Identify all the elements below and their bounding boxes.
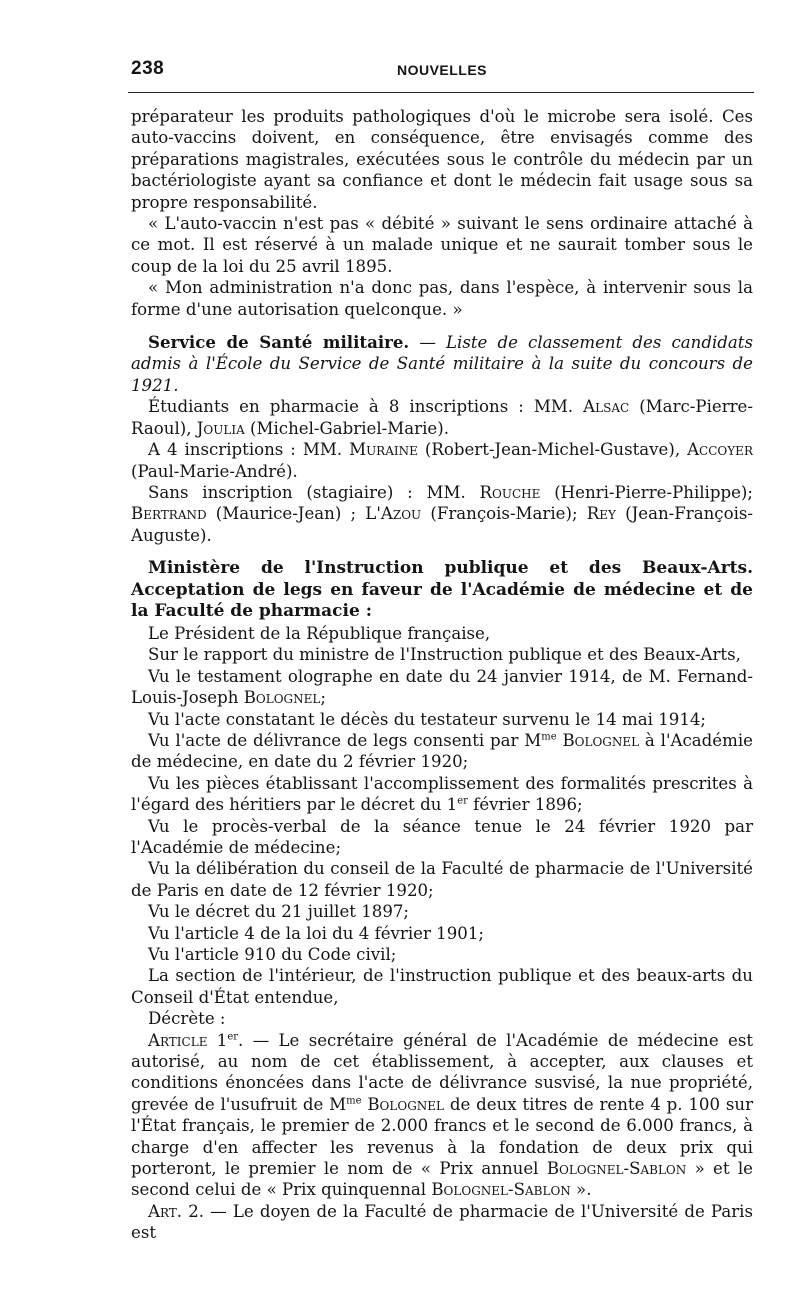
surname-muraine: Muraine xyxy=(349,440,418,460)
paragraph-auto-vaccin: « L'auto-vaccin n'est pas « débité » suivant le sens ordinaire attaché à ce mot. Il est réservé à un malade unique et ne saurait tomber sous le coup de la loi du 25 avril 1895. xyxy=(131,214,753,276)
er-superscript: er xyxy=(457,795,468,807)
article-1-text-c: » et le second celui de « Prix quinquennal xyxy=(131,1159,754,1200)
pieces-end: février 1896; xyxy=(467,795,583,815)
line-rapport: Sur le rapport du ministre de l'Instruction publique et des Beaux-Arts, xyxy=(148,645,741,665)
surname-lazou: L'Azou xyxy=(365,504,422,524)
line-decrete: Décrète : xyxy=(148,1009,226,1029)
line-pieces xyxy=(131,773,753,816)
surname-joulia: Joulia xyxy=(196,418,245,438)
sans-intro: Sans inscription (stagiaire) : MM. xyxy=(148,482,480,502)
line-acte-deces: Vu l'acte constatant le décès du testateur survenu le 14 mai 1914; xyxy=(148,709,707,729)
line-article-4: Vu l'article 4 de la loi du 4 février 1901; xyxy=(148,923,484,943)
line-president: Le Président de la République française, xyxy=(148,623,491,643)
etudiants-4-inscriptions xyxy=(131,439,753,482)
line-decret-1897: Vu le décret du 21 juillet 1897; xyxy=(148,902,410,922)
delivrance-text: Vu l'acte de délivrance de legs consenti par M xyxy=(148,730,542,750)
article-2-text: — Le doyen de la Faculté de pharmacie de l'Université de Paris est xyxy=(131,1201,753,1243)
sante-militaire-heading xyxy=(131,332,753,396)
paragraph-administration: « Mon administration n'a donc pas, dans l'espèce, à intervenir sous la forme d'une autorisation quelconque. » xyxy=(131,278,753,319)
body-text xyxy=(131,106,753,1244)
delivrance-end: à l'Académie de médecine, en date du 2 février 1920; xyxy=(131,730,753,772)
ministere-heading: Ministère de l'Instruction publique et des Beaux-Arts. Acceptation de legs en faveur de l'Académie de médecine et de la Faculté de pharmacie : xyxy=(131,558,753,622)
etudiants-intro: Étudiants en pharmacie à 8 inscriptions : MM. xyxy=(148,397,584,417)
running-title: NOUVELLES xyxy=(396,62,488,78)
page-header xyxy=(131,58,753,84)
article-2 xyxy=(131,1201,753,1244)
line-proces-verbal: Vu le procès-verbal de la séance tenue le 24 février 1920 par l'Académie de médecine; xyxy=(131,816,753,857)
a4-intro: A 4 inscriptions : MM. xyxy=(148,440,350,460)
testament-end: ; xyxy=(320,688,326,708)
testament-text: Vu le testament olographe en date du 24 janvier 1914, de M. Fernand-Louis-Joseph xyxy=(131,666,753,708)
given-alsac: (Marc-Pierre-Raoul), xyxy=(131,397,753,438)
sante-militaire-dash: — xyxy=(409,333,447,353)
article-1-end: ». xyxy=(570,1180,592,1200)
article-1-text-b: de deux titres de rente 4 p. 100 sur l'État français, le premier de 2.000 francs et le second de 6.000 francs, à charge d'en affecter les revenus à la fondation de deux prix qui porteront, le premier le nom de « Prix annuel xyxy=(131,1094,754,1179)
surname-bolognel: Bolognel xyxy=(367,1094,445,1114)
article-1 xyxy=(131,1030,753,1201)
given-muraine: (Robert-Jean-Michel-Gustave), xyxy=(417,440,688,460)
line-section: La section de l'intérieur, de l'instruction publique et des beaux-arts du Conseil d'État entendue, xyxy=(131,966,753,1007)
line-article-910: Vu l'article 910 du Code civil; xyxy=(148,945,397,964)
surname-alsac: Alsac xyxy=(583,397,630,417)
surname-rouche: Rouche xyxy=(479,482,541,502)
given-joulia: (Michel-Gabriel-Marie). xyxy=(244,418,449,438)
er-superscript: er xyxy=(227,1031,239,1043)
surname-accoyer: Accoyer xyxy=(687,440,753,460)
pieces-text: Vu les pièces établissant l'accomplissement des formalités prescrites à l'égard des héritiers par le décret du 1 xyxy=(131,773,753,815)
given-bertrand: (Maurice-Jean) ; xyxy=(206,504,366,524)
etudiants-sans-inscription xyxy=(131,482,753,546)
mme-superscript: me xyxy=(541,731,557,743)
prix-name: Bolognel-Sablon xyxy=(431,1180,571,1200)
line-deliberation: Vu la délibération du conseil de la Faculté de pharmacie de l'Université de Paris en date de 12 février 1920; xyxy=(131,859,753,900)
paragraph-continuation: préparateur les produits pathologiques d'où le microbe sera isolé. Ces auto-vaccins doivent, en conséquence, être envisagés comme des préparations magistrales, exécutées sous le contrôle du médecin par un bactériologiste ayant sa confiance et dont le médecin fait usage sous sa propre responsabilité. xyxy=(131,107,753,212)
etudiants-8-inscriptions xyxy=(131,396,753,439)
surname-bolognel: Bolognel xyxy=(243,688,321,708)
line-delivrance xyxy=(131,730,753,773)
given-lazou: (François-Marie); xyxy=(421,504,587,524)
page-number: 238 xyxy=(131,58,165,79)
article-1-text: . — Le secrétaire général de l'Académie de médecine est autorisé, au nom de cet établissement, à accepter, aux clauses et conditions énoncées dans l'acte de délivrance susvisé, la nue propriété, grevée de l'usufruit de M xyxy=(131,1030,754,1114)
mme-superscript: me xyxy=(346,1095,362,1107)
sante-militaire-subtitle: Liste de classement des candidats admis à l'École du Service de Santé militaire à la suite du concours de 1921. xyxy=(131,333,753,395)
header-rule xyxy=(128,92,754,93)
given-rouche: (Henri-Pierre-Philippe); xyxy=(540,482,753,502)
prix-name: Bolognel-Sablon xyxy=(546,1159,687,1179)
surname-rey: Rey xyxy=(586,504,616,524)
surname-bolognel: Bolognel xyxy=(562,730,640,750)
article-1-label: Article 1 xyxy=(148,1030,228,1050)
given-rey: (Jean-François-Auguste). xyxy=(131,504,753,545)
surname-bertrand: Bertrand xyxy=(131,504,207,524)
given-accoyer: (Paul-Marie-André). xyxy=(131,461,298,481)
line-testament xyxy=(131,666,753,709)
sante-militaire-title: Service de Santé militaire. xyxy=(148,332,410,353)
article-2-label: Art. 2. xyxy=(148,1201,205,1221)
